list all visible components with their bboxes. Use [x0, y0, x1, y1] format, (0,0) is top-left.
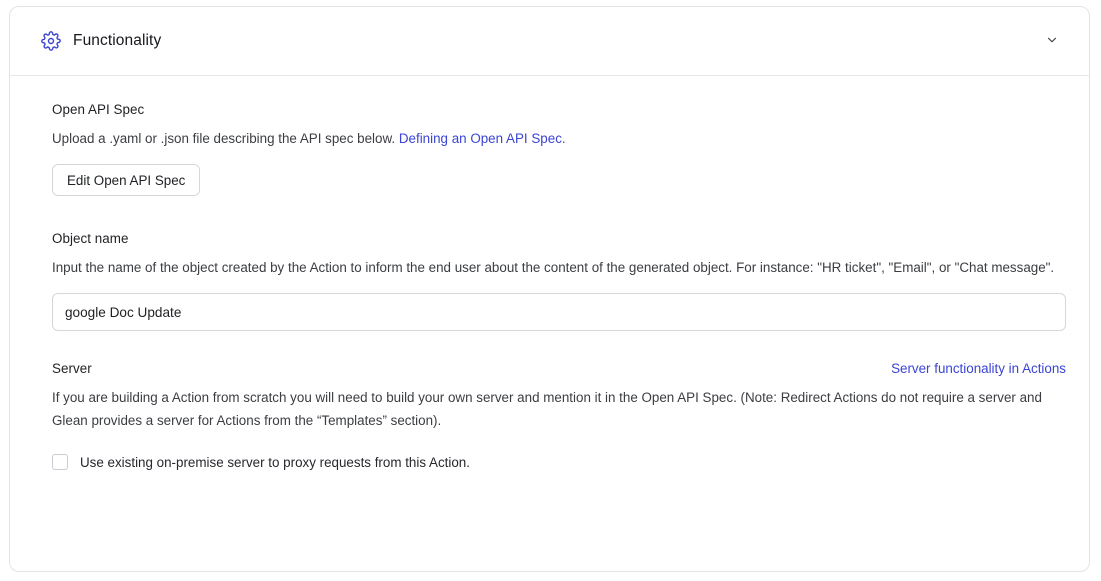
- on-premise-server-row[interactable]: [52, 454, 1065, 470]
- open-api-spec-description: [52, 127, 1064, 150]
- server-label: Server: [52, 361, 92, 376]
- object-name-label: Object name: [52, 231, 129, 246]
- open-api-spec-description-text: Upload a .yaml or .json file describing the API spec below.: [52, 131, 399, 146]
- object-name-description: Input the name of the object created by the Action to inform the end user about the content of the generated object. For instance: "HR ticket", "Email", or "Chat message".: [52, 260, 1055, 275]
- on-premise-server-label[interactable]: Use existing on-premise server to proxy requests from this Action.: [80, 454, 470, 470]
- edit-open-api-spec-button[interactable]: Edit Open API Spec: [52, 164, 200, 196]
- server-section: [52, 361, 1065, 470]
- page-title: Functionality: [73, 32, 162, 49]
- collapse-toggle-button[interactable]: [1039, 28, 1065, 54]
- panel-body: [10, 76, 1089, 470]
- open-api-spec-label: Open API Spec: [52, 102, 145, 117]
- panel-header-left: [41, 31, 161, 51]
- gear-icon: [41, 31, 61, 51]
- object-name-section: [52, 231, 1065, 331]
- server-header-row: [52, 361, 1066, 386]
- spacer-2: [52, 331, 1065, 361]
- chevron-down-icon: [1045, 33, 1059, 50]
- server-functionality-link[interactable]: Server functionality in Actions: [891, 361, 1066, 376]
- object-name-input[interactable]: [52, 293, 1066, 331]
- spacer: [52, 196, 1065, 231]
- open-api-spec-section: [52, 102, 1065, 196]
- functionality-panel: [9, 6, 1090, 572]
- panel-header: [10, 7, 1089, 76]
- server-description: If you are building a Action from scratch you will need to build your own server and mention it in the Open API Spec. (Note: Redirect Actions do not require a server and Glean provides a server for Actions from the “Templates” section).: [52, 390, 1042, 428]
- on-premise-server-checkbox[interactable]: [52, 454, 68, 470]
- defining-open-api-spec-link[interactable]: Defining an Open API Spec.: [398, 131, 566, 146]
